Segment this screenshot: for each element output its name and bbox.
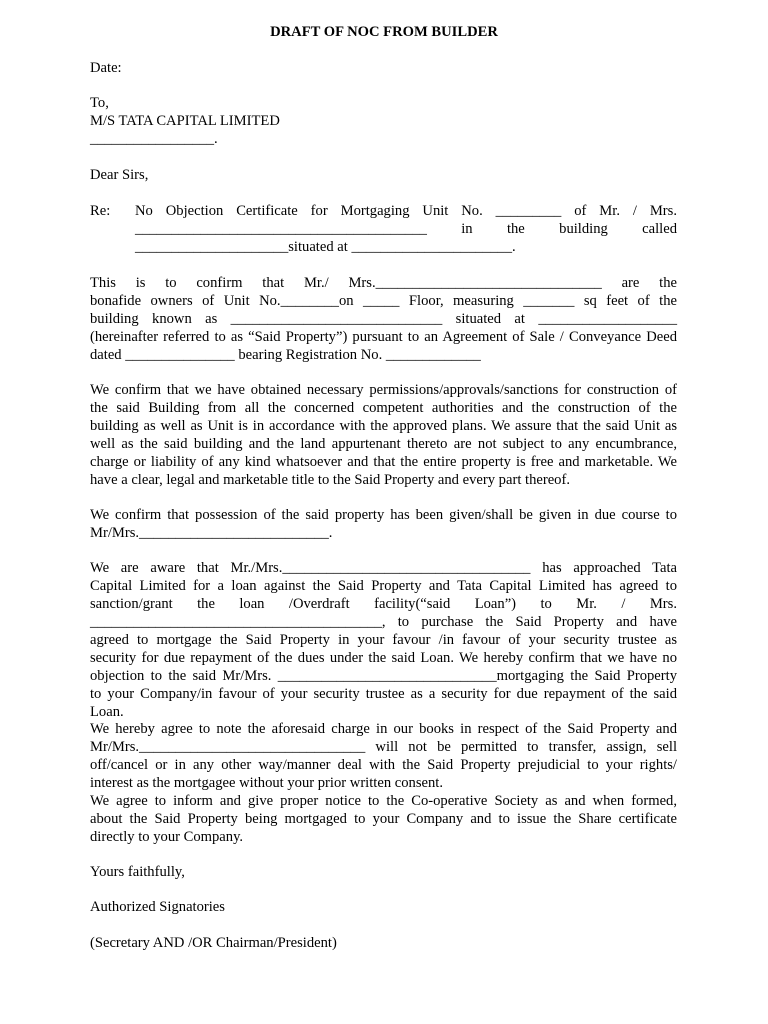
para5-line: Mr/Mrs._______________________________ will not be permitted to transfer, assign, sell bbox=[90, 739, 677, 755]
para5-line: off/cancel or in any other way/manner deal with the Said Property prejudicial to your rights/ bbox=[90, 757, 677, 773]
para1-line: (hereinafter referred to as “Said Property”) pursuant to an Agreement of Sale / Conveyance Deed bbox=[90, 329, 677, 345]
para2-line: the said Building from all the concerned competent authorities and the construction of the bbox=[90, 400, 677, 416]
para6-line: about the Said Property being mortgaged to your Company and to issue the Share certificate bbox=[90, 811, 677, 827]
para4-line: Capital Limited for a loan against the Said Property and Tata Capital Limited has agreed to bbox=[90, 578, 677, 594]
salutation: Dear Sirs, bbox=[90, 167, 149, 183]
para3-line: Mr/Mrs.__________________________. bbox=[90, 525, 333, 541]
para2-line: well as the said building and the land appurtenant thereto are not subject to any encumbrance, bbox=[90, 436, 677, 452]
para6-line: We agree to inform and give proper notice to the Co-operative Society as and when formed, bbox=[90, 793, 677, 809]
para1-line: bonafide owners of Unit No.________on _____ Floor, measuring _______ sq feet of the bbox=[90, 293, 677, 309]
addressee: M/S TATA CAPITAL LIMITED bbox=[90, 113, 280, 129]
designation: (Secretary AND /OR Chairman/President) bbox=[90, 935, 337, 951]
para3-line: We confirm that possession of the said property has been given/shall be given in due course to bbox=[90, 507, 677, 523]
re-label: Re: bbox=[90, 203, 111, 219]
para4-line: sanction/grant the loan /Overdraft facility(“said Loan”) to Mr. / Mrs. bbox=[90, 596, 677, 612]
para5-line: interest as the mortgagee without your prior written consent. bbox=[90, 775, 443, 791]
document-title: DRAFT OF NOC FROM BUILDER bbox=[270, 24, 498, 40]
para1-line: This is to confirm that Mr./ Mrs._______________________________ are the bbox=[90, 275, 677, 291]
para2-line: charge or liability of any kind whatsoever and that the entire property is free and marketable. We bbox=[90, 454, 677, 470]
para4-line: to your Company/in favour of your security trustee as a security for due repayment of the said bbox=[90, 686, 677, 702]
para4-line: agreed to mortgage the Said Property in your favour /in favour of your security trustee as bbox=[90, 632, 677, 648]
para6-line: directly to your Company. bbox=[90, 829, 244, 845]
signatories: Authorized Signatories bbox=[90, 899, 225, 915]
para2-line: building as well as Unit is in accordance with the approved plans. We assure that the said Unit as bbox=[90, 418, 677, 434]
para4-line: security for due repayment of the dues under the said Loan. We hereby confirm that we have no bbox=[90, 650, 677, 666]
closing: Yours faithfully, bbox=[90, 864, 185, 880]
para1-line: dated _______________ bearing Registration No. _____________ bbox=[90, 347, 481, 363]
para4-line: objection to the said Mr/Mrs. ______________________________mortgaging the Said Property bbox=[90, 668, 677, 684]
re-line-2: ________________________________________ in the building called bbox=[135, 221, 677, 237]
para4-line: We are aware that Mr./Mrs.__________________________________ has approached Tata bbox=[90, 560, 677, 576]
address-blank: _________________. bbox=[90, 131, 218, 147]
to-label: To, bbox=[90, 95, 109, 111]
re-line-1: No Objection Certificate for Mortgaging Unit No. _________ of Mr. / Mrs. bbox=[135, 203, 677, 219]
para1-line: building known as _____________________________ situated at ___________________ bbox=[90, 311, 677, 327]
para4-line: Loan. bbox=[90, 704, 124, 720]
para4-line: ________________________________________, to purchase the Said Property and have bbox=[90, 614, 677, 630]
para2-line: We confirm that we have obtained necessary permissions/approvals/sanctions for construction of bbox=[90, 382, 677, 398]
re-line-3: _____________________situated at ______________________. bbox=[135, 239, 516, 255]
date-label: Date: bbox=[90, 60, 122, 76]
para2-line: have a clear, legal and marketable title to the Said Property and every part thereof. bbox=[90, 472, 570, 488]
para5-line: We hereby agree to note the aforesaid charge in our books in respect of the Said Property and bbox=[90, 721, 677, 737]
